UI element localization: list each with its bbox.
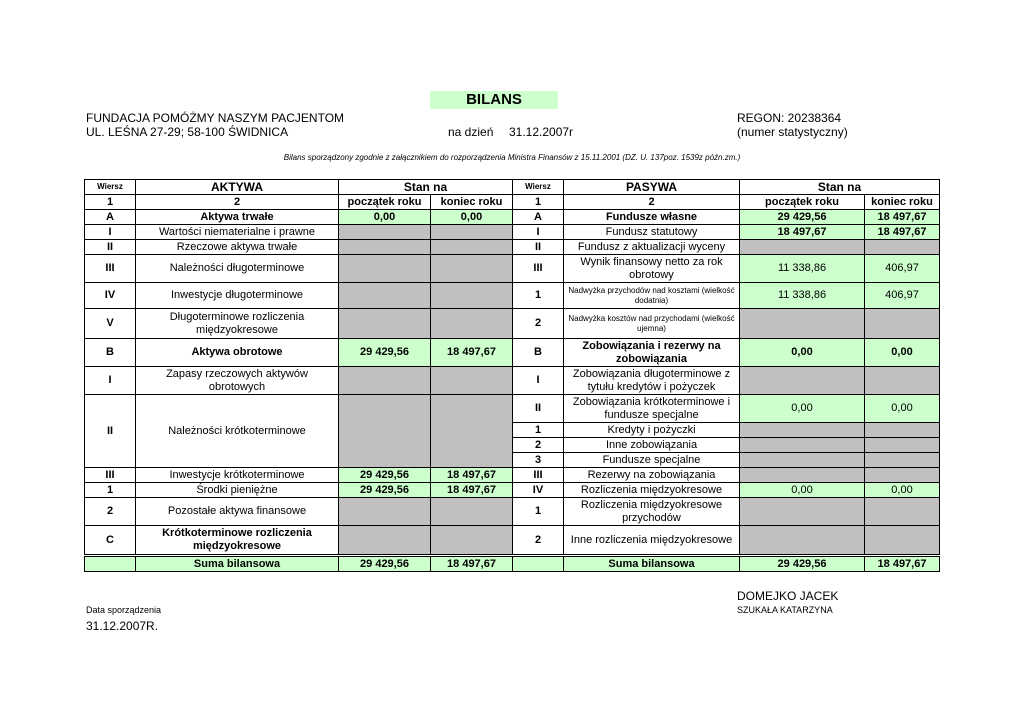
table-row xyxy=(85,240,940,255)
row-label: Fundusze specjalne xyxy=(564,453,740,468)
subheader-num1-p: 1 xyxy=(513,195,564,210)
value-cell: 0,00 xyxy=(865,395,940,423)
table-row xyxy=(85,367,940,395)
org-name: FUNDACJA POMÓŻMY NASZYM PACJENTOM xyxy=(86,111,345,125)
empty-cell xyxy=(431,240,513,255)
row-num: III xyxy=(85,255,136,283)
value-cell: 0,00 xyxy=(740,395,865,423)
row-num: 2 xyxy=(513,438,564,453)
signer-1: DOMEJKO JACEK xyxy=(737,589,839,603)
value-cell: 406,97 xyxy=(865,255,940,283)
sum-value: 29 429,56 xyxy=(740,556,865,572)
value-cell: 18 497,67 xyxy=(865,225,940,240)
value-cell: 0,00 xyxy=(865,483,940,498)
empty-cell xyxy=(339,526,431,556)
empty-cell xyxy=(865,309,940,339)
header-aktywa: AKTYWA xyxy=(136,180,339,195)
empty-cell xyxy=(740,367,865,395)
row-num: III xyxy=(513,468,564,483)
header-stan-aktywa: Stan na xyxy=(339,180,513,195)
empty-cell xyxy=(740,526,865,556)
sum-value: 18 497,67 xyxy=(865,556,940,572)
row-num: B xyxy=(85,339,136,367)
row-num: 1 xyxy=(513,423,564,438)
row-label: Aktywa obrotowe xyxy=(136,339,339,367)
empty-cell xyxy=(513,556,564,572)
empty-cell xyxy=(339,225,431,240)
empty-cell xyxy=(865,367,940,395)
date-label: na dzień xyxy=(448,125,494,139)
subheader-koniec-p: koniec roku xyxy=(865,195,940,210)
table-row xyxy=(85,210,940,225)
row-num: I xyxy=(85,367,136,395)
row-label: Inwestycje krótkoterminowe xyxy=(136,468,339,483)
document-title: BILANS xyxy=(430,91,558,109)
table-row xyxy=(85,225,940,240)
empty-cell xyxy=(431,526,513,556)
empty-cell xyxy=(431,395,513,468)
subheader-num2-p: 2 xyxy=(564,195,740,210)
empty-cell xyxy=(865,498,940,526)
row-num: II xyxy=(513,240,564,255)
empty-cell xyxy=(339,283,431,309)
org-address: UL. LEŚNA 27-29; 58-100 ŚWIDNICA xyxy=(86,125,289,139)
row-num: 1 xyxy=(513,283,564,309)
row-label: Rozliczenia międzyokresowe xyxy=(564,483,740,498)
empty-cell xyxy=(865,468,940,483)
value-cell: 29 429,56 xyxy=(339,468,431,483)
row-label: Zobowiązania długoterminowe z tytułu kredytów i pożyczek xyxy=(564,367,740,395)
row-label: Wynik finansowy netto za rok obrotowy xyxy=(564,255,740,283)
row-label: Zobowiązania i rezerwy na zobowiązania xyxy=(564,339,740,367)
row-num: V xyxy=(85,309,136,339)
value-cell: 18 497,67 xyxy=(865,210,940,225)
subheader-koniec: koniec roku xyxy=(431,195,513,210)
empty-cell xyxy=(740,240,865,255)
row-num: A xyxy=(85,210,136,225)
table-row xyxy=(85,309,940,339)
row-num: 2 xyxy=(513,309,564,339)
empty-cell xyxy=(865,526,940,556)
empty-cell xyxy=(740,453,865,468)
header-pasywa: PASYWA xyxy=(564,180,740,195)
empty-cell xyxy=(339,498,431,526)
sum-label: Suma bilansowa xyxy=(136,556,339,572)
empty-cell xyxy=(431,255,513,283)
empty-cell xyxy=(740,438,865,453)
value-cell: 0,00 xyxy=(865,339,940,367)
row-num: III xyxy=(85,468,136,483)
table-row xyxy=(85,498,940,526)
table-row xyxy=(85,395,940,423)
value-cell: 406,97 xyxy=(865,283,940,309)
row-label: Nadwyżka kosztów nad przychodami (wielkość ujemna) xyxy=(564,309,740,339)
subheader-num1: 1 xyxy=(85,195,136,210)
value-cell: 18 497,67 xyxy=(431,468,513,483)
value-cell: 0,00 xyxy=(431,210,513,225)
empty-cell xyxy=(431,498,513,526)
empty-cell xyxy=(740,423,865,438)
row-label: Zobowiązania krótkoterminowe i fundusze specjalne xyxy=(564,395,740,423)
value-cell: 18 497,67 xyxy=(740,225,865,240)
header-wiersz-pasywa: Wiersz xyxy=(513,180,564,195)
header-stan-pasywa: Stan na xyxy=(740,180,940,195)
sum-row xyxy=(85,556,940,572)
empty-cell xyxy=(339,367,431,395)
value-cell: 11 338,86 xyxy=(740,255,865,283)
row-num: II xyxy=(85,395,136,468)
row-label: Krótkoterminowe rozliczenia międzyokresowe xyxy=(136,526,339,556)
header-row xyxy=(85,180,940,195)
sum-value: 29 429,56 xyxy=(339,556,431,572)
row-label: Należności krótkoterminowe xyxy=(136,395,339,468)
row-num: I xyxy=(513,367,564,395)
empty-cell xyxy=(339,240,431,255)
legal-note: Bilans sporządzony zgodnie z załącznikiem do rozporządzenia Ministra Finansów z 15.11.2001 (DZ. U. 137poz. 1539z późn.zm.) xyxy=(283,153,741,162)
value-cell: 0,00 xyxy=(339,210,431,225)
row-label: Inne rozliczenia międzyokresowe xyxy=(564,526,740,556)
row-label: Wartości niematerialne i prawne xyxy=(136,225,339,240)
sum-value: 18 497,67 xyxy=(431,556,513,572)
row-num: C xyxy=(85,526,136,556)
row-label: Inwestycje długoterminowe xyxy=(136,283,339,309)
row-label: Aktywa trwałe xyxy=(136,210,339,225)
sum-label: Suma bilansowa xyxy=(564,556,740,572)
empty-cell xyxy=(339,309,431,339)
row-num: II xyxy=(85,240,136,255)
row-num: III xyxy=(513,255,564,283)
value-cell: 29 429,56 xyxy=(740,210,865,225)
row-label: Kredyty i pożyczki xyxy=(564,423,740,438)
row-label: Inne zobowiązania xyxy=(564,438,740,453)
row-label: Rozliczenia międzyokresowe przychodów xyxy=(564,498,740,526)
row-num: IV xyxy=(513,483,564,498)
row-label: Należności długoterminowe xyxy=(136,255,339,283)
row-num: 3 xyxy=(513,453,564,468)
row-num: 1 xyxy=(513,498,564,526)
table-row xyxy=(85,255,940,283)
value-cell: 18 497,67 xyxy=(431,339,513,367)
row-num: II xyxy=(513,395,564,423)
row-num: 2 xyxy=(513,526,564,556)
empty-cell xyxy=(865,438,940,453)
row-label: Rezerwy na zobowiązania xyxy=(564,468,740,483)
subheader-row xyxy=(85,195,940,210)
empty-cell xyxy=(431,367,513,395)
subheader-poczatek-p: początek roku xyxy=(740,195,865,210)
prepared-date-label: Data sporządzenia xyxy=(86,605,162,615)
row-label: Fundusze własne xyxy=(564,210,740,225)
prepared-date: 31.12.2007R. xyxy=(86,619,159,633)
balance-table xyxy=(84,179,940,572)
empty-cell xyxy=(740,498,865,526)
row-num: I xyxy=(513,225,564,240)
row-label: Fundusz z aktualizacji wyceny xyxy=(564,240,740,255)
table-row xyxy=(85,283,940,309)
row-num: 1 xyxy=(85,483,136,498)
value-cell: 0,00 xyxy=(740,339,865,367)
empty-cell xyxy=(339,255,431,283)
row-num: 2 xyxy=(85,498,136,526)
row-label: Nadwyżka przychodów nad kosztami (wielkość dodatnia) xyxy=(564,283,740,309)
row-label: Fundusz statutowy xyxy=(564,225,740,240)
row-num: B xyxy=(513,339,564,367)
empty-cell xyxy=(431,283,513,309)
empty-cell xyxy=(865,240,940,255)
value-cell: 29 429,56 xyxy=(339,483,431,498)
empty-cell xyxy=(865,453,940,468)
regon-note: (numer statystyczny) xyxy=(737,125,848,139)
row-label: Rzeczowe aktywa trwałe xyxy=(136,240,339,255)
signer-2: SZUKAŁA KATARZYNA xyxy=(737,605,833,615)
row-num: A xyxy=(513,210,564,225)
table-row xyxy=(85,483,940,498)
row-label: Zapasy rzeczowych aktywów obrotowych xyxy=(136,367,339,395)
empty-cell xyxy=(339,395,431,468)
value-cell: 0,00 xyxy=(740,483,865,498)
table-row xyxy=(85,468,940,483)
value-cell: 11 338,86 xyxy=(740,283,865,309)
table-row xyxy=(85,526,940,556)
value-cell: 29 429,56 xyxy=(339,339,431,367)
table-row xyxy=(85,339,940,367)
header-wiersz: Wiersz xyxy=(85,180,136,195)
row-label: Środki pieniężne xyxy=(136,483,339,498)
row-label: Długoterminowe rozliczenia międzyokresowe xyxy=(136,309,339,339)
row-label: Pozostałe aktywa finansowe xyxy=(136,498,339,526)
empty-cell xyxy=(740,468,865,483)
empty-cell xyxy=(431,309,513,339)
value-cell: 18 497,67 xyxy=(431,483,513,498)
subheader-poczatek: początek roku xyxy=(339,195,431,210)
date-value: 31.12.2007r xyxy=(509,125,574,139)
empty-cell xyxy=(85,556,136,572)
row-num: I xyxy=(85,225,136,240)
empty-cell xyxy=(865,423,940,438)
empty-cell xyxy=(431,225,513,240)
empty-cell xyxy=(740,309,865,339)
subheader-num2: 2 xyxy=(136,195,339,210)
row-num: IV xyxy=(85,283,136,309)
regon: REGON: 20238364 xyxy=(737,111,842,125)
